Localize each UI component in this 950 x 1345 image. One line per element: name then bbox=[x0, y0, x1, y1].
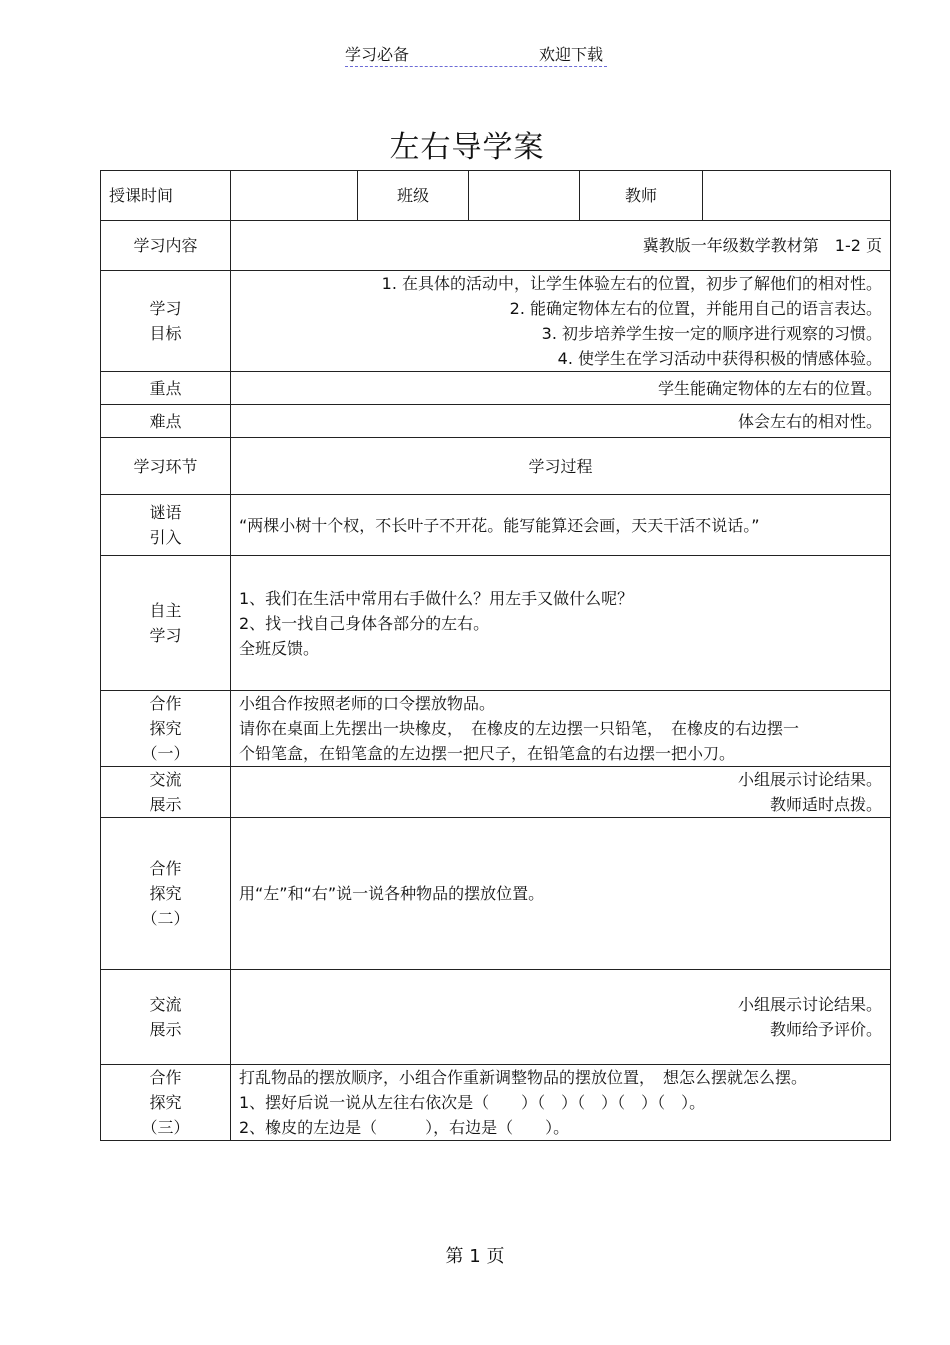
coop3-line: 打乱物品的摆放顺序，小组合作重新调整物品的摆放位置， 想怎么摆就怎么摆。 bbox=[239, 1068, 808, 1087]
difficulty-label: 难点 bbox=[101, 405, 231, 438]
share2-label-line1: 交流 bbox=[149, 995, 182, 1014]
share2-line: 教师给予评价。 bbox=[769, 1020, 882, 1039]
coop1-line: 请你在桌面上先摆出一块橡皮， 在橡皮的左边摆一只铅笔， 在橡皮的右边摆一 bbox=[239, 719, 800, 738]
share2-row bbox=[101, 970, 891, 1065]
time-value bbox=[231, 171, 358, 221]
page-header bbox=[345, 40, 607, 67]
self-study-line: 2、找一找自己身体各部分的左右。 bbox=[239, 613, 490, 633]
coop2-label bbox=[101, 818, 231, 970]
difficulty-value: 体会左右的相对性。 bbox=[231, 405, 891, 438]
coop3-label-line2: 探究 bbox=[149, 1093, 182, 1112]
coop1-line: 小组合作按照老师的口令摆放物品。 bbox=[239, 694, 496, 713]
process-header-row bbox=[101, 438, 891, 495]
coop1-label-line2: 探究 bbox=[149, 719, 182, 738]
share1-line: 教师适时点拨。 bbox=[769, 795, 882, 814]
share2-label-line2: 展示 bbox=[149, 1020, 182, 1039]
header-right-text: 欢迎下载 bbox=[538, 45, 603, 64]
coop2-label-line3: （二） bbox=[141, 909, 190, 928]
share2-label bbox=[101, 970, 231, 1065]
coop1-label-line1: 合作 bbox=[149, 694, 182, 713]
self-study-line: 全班反馈。 bbox=[239, 638, 320, 658]
self-study-row bbox=[101, 556, 891, 691]
goal-item: 3. 初步培养学生按一定的顺序进行观察的习惯。 bbox=[541, 324, 882, 343]
document-title: 左右导学案 bbox=[389, 130, 545, 165]
coop3-content bbox=[231, 1065, 891, 1141]
time-label: 授课时间 bbox=[101, 171, 231, 221]
riddle-label bbox=[101, 495, 231, 556]
share1-label-line2: 展示 bbox=[149, 795, 182, 814]
self-study-label-line2: 学习 bbox=[149, 626, 182, 645]
header-left-text: 学习必备 bbox=[345, 45, 410, 64]
riddle-label-line1: 谜语 bbox=[149, 503, 182, 522]
share1-row bbox=[101, 767, 891, 818]
goal-item: 4. 使学生在学习活动中获得积极的情感体验。 bbox=[557, 349, 882, 368]
content-row bbox=[101, 221, 891, 271]
coop2-content: 用“左”和“右”说一说各种物品的摆放位置。 bbox=[231, 818, 891, 970]
content-value: 冀教版一年级数学教材第 1-2 页 bbox=[231, 221, 891, 271]
key-point-row bbox=[101, 372, 891, 405]
riddle-text: “两棵小树十个杈，不长叶子不开花。能写能算还会画，天天干活不说话。” bbox=[231, 495, 891, 556]
key-point-value: 学生能确定物体的左右的位置。 bbox=[231, 372, 891, 405]
self-study-content bbox=[231, 556, 891, 691]
content-label: 学习内容 bbox=[101, 221, 231, 271]
coop1-content bbox=[231, 691, 891, 767]
teacher-value bbox=[703, 171, 891, 221]
goals-label-line1: 学习 bbox=[149, 299, 182, 318]
riddle-label-line2: 引入 bbox=[149, 528, 182, 547]
coop2-row bbox=[101, 818, 891, 970]
self-study-label bbox=[101, 556, 231, 691]
coop1-line: 个铅笔盒，在铅笔盒的左边摆一把尺子，在铅笔盒的右边摆一把小刀。 bbox=[239, 744, 736, 763]
lesson-plan-table bbox=[100, 170, 891, 1141]
stage-header: 学习环节 bbox=[101, 438, 231, 495]
process-header: 学习过程 bbox=[231, 438, 891, 495]
goals-row bbox=[101, 271, 891, 372]
goals-label bbox=[101, 271, 231, 372]
share2-line: 小组展示讨论结果。 bbox=[737, 995, 882, 1014]
coop3-label-line1: 合作 bbox=[149, 1068, 182, 1087]
self-study-label-line1: 自主 bbox=[149, 601, 182, 620]
coop1-row bbox=[101, 691, 891, 767]
share2-content bbox=[231, 970, 891, 1065]
teacher-label: 教师 bbox=[580, 171, 703, 221]
coop1-label bbox=[101, 691, 231, 767]
coop3-line: 1、摆好后说一说从左往右依次是（ ）（ ）（ ）（ ）（ ）。 bbox=[239, 1093, 706, 1112]
coop2-label-line1: 合作 bbox=[149, 859, 182, 878]
key-point-label: 重点 bbox=[101, 372, 231, 405]
riddle-row bbox=[101, 495, 891, 556]
coop3-row bbox=[101, 1065, 891, 1141]
share1-label-line1: 交流 bbox=[149, 770, 182, 789]
coop3-line: 2、橡皮的左边是（ ），右边是（ ）。 bbox=[239, 1118, 570, 1137]
difficulty-row bbox=[101, 405, 891, 438]
share1-content bbox=[231, 767, 891, 818]
coop1-label-line3: （一） bbox=[141, 744, 190, 763]
info-row bbox=[101, 171, 891, 221]
class-value bbox=[469, 171, 580, 221]
coop3-label bbox=[101, 1065, 231, 1141]
share1-label bbox=[101, 767, 231, 818]
share1-line: 小组展示讨论结果。 bbox=[737, 770, 882, 789]
coop2-label-line2: 探究 bbox=[149, 884, 182, 903]
goal-item: 2. 能确定物体左右的位置，并能用自己的语言表达。 bbox=[509, 299, 882, 318]
goals-label-line2: 目标 bbox=[149, 324, 182, 343]
goals-list bbox=[231, 271, 891, 372]
coop3-label-line3: （三） bbox=[141, 1118, 190, 1137]
class-label: 班级 bbox=[358, 171, 469, 221]
self-study-line: 1、我们在生活中常用右手做什么？用左手又做什么呢？ bbox=[239, 588, 634, 608]
page-number: 第 1 页 bbox=[445, 1246, 505, 1267]
goal-item: 1. 在具体的活动中，让学生体验左右的位置，初步了解他们的相对性。 bbox=[381, 274, 882, 293]
